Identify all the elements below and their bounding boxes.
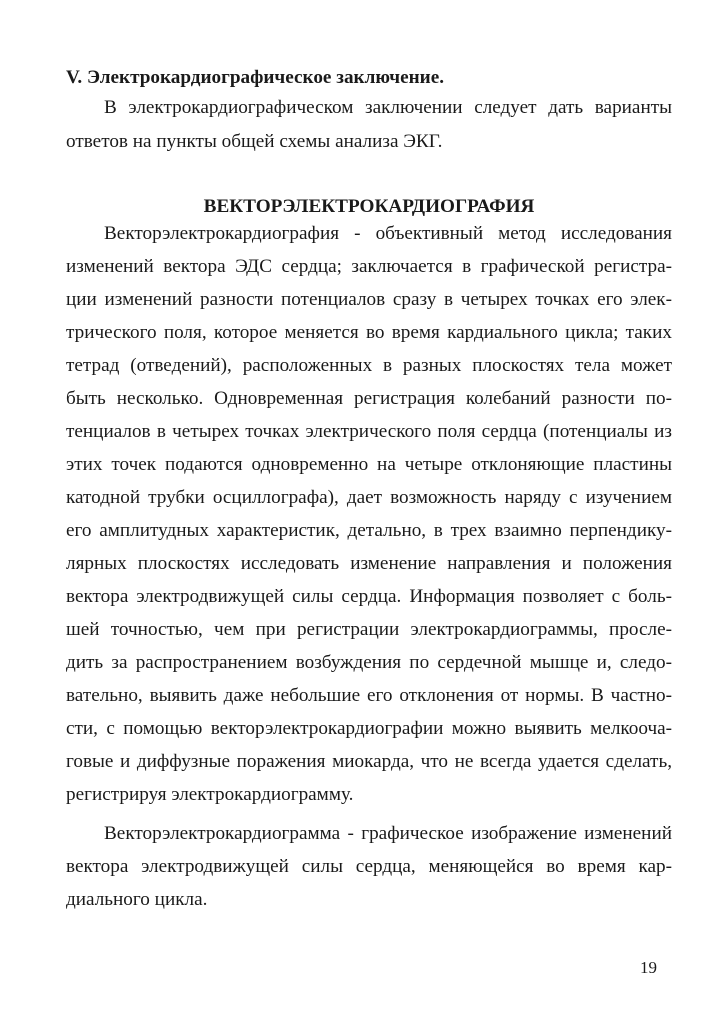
text-line: В электрокардиографическом заключении следует дать варианты <box>104 97 672 118</box>
chapter-heading: ВЕКТОРЭЛЕКТРОКАРДИОГРАФИЯ <box>203 196 535 217</box>
text-line: ответов на пункты общей схемы анализа ЭКГ. <box>66 131 443 152</box>
text-line: вательно, выявить даже небольшие его отклонения от нормы. В частно- <box>66 685 672 706</box>
text-line: Векторэлектрокардиограмма - графическое изображение изменений <box>104 823 672 844</box>
text-line: говые и диффузные поражения миокарда, что не всегда удается сделать, <box>66 751 672 772</box>
text-line: быть несколько. Одновременная регистрация колебаний разности по- <box>66 388 672 409</box>
text-line: диального цикла. <box>66 889 208 910</box>
text-line: тетрад (отведений), расположенных в разных плоскостях тела может <box>66 355 672 376</box>
text-line: катодной трубки осциллографа), дает возможность наряду с изучением <box>66 487 672 508</box>
text-line: изменений вектора ЭДС сердца; заключается в графической регистра- <box>66 256 672 277</box>
text-line: Векторэлектрокардиография - объективный метод исследования <box>104 223 672 244</box>
section-title: V. Электрокардиографическое заключение. <box>66 67 445 88</box>
text-line: шей точностью, чем при регистрации электрокардиограммы, просле- <box>66 619 672 640</box>
page-number: 19 <box>640 958 657 977</box>
text-line: вектора электродвижущей силы сердца, меняющейся во время кар- <box>66 856 672 877</box>
text-line: его амплитудных характеристик, детально, в трех взаимно перпендику- <box>66 520 672 541</box>
text-line: ции изменений разности потенциалов сразу в четырех точках его элек- <box>66 289 672 310</box>
text-line: тенциалов в четырех точках электрического поля сердца (потенциалы из <box>66 421 672 442</box>
text-line: этих точек подаются одновременно на четыре отклоняющие пластины <box>66 454 672 475</box>
text-line: вектора электродвижущей силы сердца. Информация позволяет с боль- <box>66 586 672 607</box>
text-line: сти, с помощью векторэлектрокардиографии можно выявить мелкооча- <box>66 718 672 739</box>
text-line: лярных плоскостях исследовать изменение направления и положения <box>66 553 672 574</box>
text-line: дить за распространением возбуждения по сердечной мышце и, следо- <box>66 652 672 673</box>
text-line: трического поля, которое меняется во время кардиального цикла; таких <box>66 322 672 343</box>
text-line: регистрируя электрокардиограмму. <box>66 784 354 805</box>
